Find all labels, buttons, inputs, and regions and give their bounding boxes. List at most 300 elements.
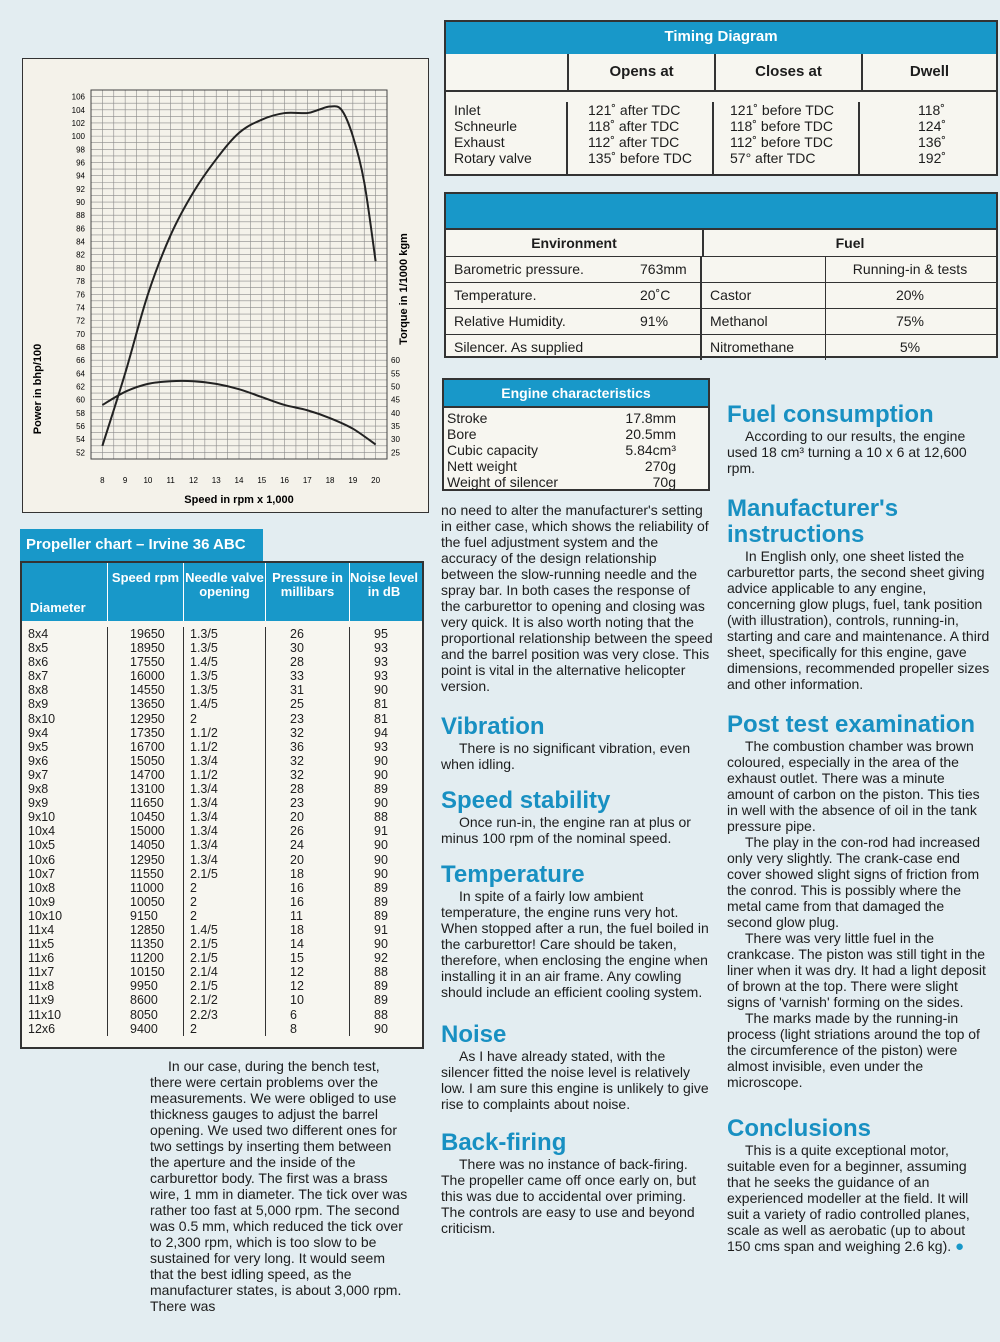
prop-cell: 89 [374, 782, 388, 797]
conclusions-body: This is a quite exceptional motor, suitable even for a beginner, assuming that he seeks the guidance of an experienced modeller at the field. It will suit a variety of radio controlled planes, scale as well as aerobatic (up to about 150 cms span and weighing 2.6 kg). [727, 1142, 970, 1254]
propeller-chart-table [20, 561, 424, 1049]
y2-tick-label: 25 [391, 448, 400, 458]
prop-cell: 2.1/4 [184, 965, 266, 979]
y2-tick-label: 60 [391, 356, 400, 366]
fuel-consumption-heading: Fuel consumption [727, 401, 934, 428]
prop-cell: 16000 [108, 669, 184, 683]
timing-closes [714, 102, 860, 176]
env-row [446, 334, 996, 360]
y-tick-label: 58 [76, 408, 85, 418]
engine-value: 20.5mm [625, 426, 676, 442]
timing-dwell [860, 102, 994, 176]
engine-row [444, 458, 708, 474]
x-tick-label: 9 [122, 476, 128, 485]
prop-cell: 18950 [108, 641, 184, 655]
prop-cell: 15 [266, 951, 350, 965]
performance-chart [22, 58, 429, 513]
prop-cell: 10x10 [22, 909, 108, 923]
timing-dwell-value: 118˚ [918, 102, 945, 118]
prop-cell: 10x7 [22, 867, 108, 881]
post-test-text: The combustion chamber was brown coloured, especially in the area of the exhaust outlet. There was a minute amount of carbon on the piston. This ties in well with the absence of oil in the tank pressure pipe. [727, 738, 980, 834]
prop-cell: 81 [374, 711, 388, 726]
prop-cell: 1.4/5 [184, 655, 266, 669]
env-row [446, 256, 996, 282]
prop-cell: 89 [374, 993, 388, 1008]
fuel-value: 20% [895, 287, 925, 303]
timing-name: Rotary valve [454, 150, 532, 166]
prop-cell: 31 [266, 683, 350, 697]
prop-row [22, 881, 422, 895]
prop-row [22, 669, 422, 683]
engine-key: Weight of silencer [447, 474, 559, 490]
prop-cell: 14050 [108, 838, 184, 852]
prop-cell: 8050 [108, 1008, 184, 1022]
prop-cell: 26 [266, 824, 350, 838]
prop-cell: 11x4 [22, 923, 108, 937]
y-tick-label: 52 [76, 448, 85, 458]
x-tick-label: 12 [189, 476, 198, 485]
prop-cell: 12950 [108, 853, 184, 867]
y-tick-label: 90 [76, 198, 85, 208]
y-tick-label: 70 [76, 329, 85, 339]
prop-cell: 8x6 [22, 655, 108, 669]
prop-cell: 90 [374, 796, 388, 811]
prop-cell: 15050 [108, 754, 184, 768]
propeller-chart-title: Propeller chart – Irvine 36 ABC [20, 529, 263, 561]
prop-cell: 1.3/5 [184, 641, 266, 655]
prop-cell: 32 [266, 754, 350, 768]
prop-row [22, 768, 422, 782]
engine-row [444, 426, 708, 442]
x-tick-label: 17 [302, 476, 312, 485]
prop-cell: 9x7 [22, 768, 108, 782]
prop-cell: 36 [266, 740, 350, 754]
prop-cell: 11x5 [22, 937, 108, 951]
prop-row [22, 838, 422, 852]
prop-cell: 30 [266, 641, 350, 655]
y2-tick-label: 45 [391, 395, 400, 405]
prop-cell: 12850 [108, 923, 184, 937]
y2-tick-label: 30 [391, 435, 400, 445]
timing-name: Inlet [454, 102, 481, 118]
prop-row [22, 867, 422, 881]
prop-cell: 93 [374, 641, 388, 656]
engine-key: Stroke [447, 410, 488, 426]
env-label: Temperature. [454, 287, 537, 303]
conclusions-heading: Conclusions [727, 1115, 872, 1142]
prop-cell: 89 [374, 880, 388, 895]
y-tick-label: 86 [76, 224, 85, 234]
prop-cell: 11550 [108, 867, 184, 881]
timing-names [446, 102, 568, 176]
prop-cell: 2.2/3 [184, 1008, 266, 1022]
y-tick-label: 72 [76, 316, 85, 326]
body-paragraph: no need to alter the manufacturer's setting in either case, which shows the reliability of the fuel adjustment system and the accuracy of the design relationship between the slow-running needle and the spray bar. In both cases the response of the carburettor to opening and closing was very quick. It is also worth noting that the proportional relationship between the speed and the barrel position was very close. This point is vital in the alternative helicopter version. [441, 502, 713, 694]
speed-stability-text: Once run-in, the engine ran at plus or minus 100 rpm of the nominal speed. [441, 814, 691, 846]
prop-cell: 90 [374, 838, 388, 853]
prop-cell: 10x6 [22, 853, 108, 867]
y-tick-label: 94 [76, 171, 85, 181]
prop-cell: 91 [374, 922, 388, 937]
prop-cell: 20 [266, 810, 350, 824]
prop-cell: 2 [184, 909, 266, 923]
timing-header-blank [446, 54, 569, 90]
prop-cell: 94 [374, 725, 388, 740]
prop-row [22, 796, 422, 810]
fuel-consumption-text: According to our results, the engine used 18 cm³ turning a 10 x 6 at 12,600 rpm. [727, 428, 967, 476]
prop-row [22, 697, 422, 711]
prop-cell: 9x9 [22, 796, 108, 810]
engine-row [444, 442, 708, 458]
prop-row [22, 712, 422, 726]
prop-cell: 32 [266, 768, 350, 782]
prop-cell: 2 [184, 895, 266, 909]
prop-cell: 2.1/5 [184, 979, 266, 993]
prop-cell: 12 [266, 965, 350, 979]
prop-cell: 89 [374, 908, 388, 923]
x-tick-label: 20 [371, 476, 381, 485]
y-tick-label: 78 [76, 277, 85, 287]
col2-text [441, 502, 713, 1236]
prop-cell: 18 [266, 867, 350, 881]
prop-cell: 90 [374, 767, 388, 782]
fuel-name: Methanol [702, 309, 826, 334]
prop-row [22, 993, 422, 1007]
prop-cell: 14700 [108, 768, 184, 782]
engine-value: 17.8mm [625, 410, 676, 426]
prop-cell: 1.3/5 [184, 627, 266, 641]
prop-row [22, 641, 422, 655]
x-tick-label: 10 [143, 476, 153, 485]
y-tick-label: 84 [76, 237, 85, 247]
prop-cell: 23 [266, 712, 350, 726]
chart-svg [23, 59, 428, 512]
prop-cell: 2.1/5 [184, 937, 266, 951]
prop-cell: 1.3/4 [184, 824, 266, 838]
prop-cell: 10x5 [22, 838, 108, 852]
manufacturers-instructions-text: In English only, one sheet listed the carburettor parts, the second sheet giving advice applicable to any engine, concerning glow plugs, fuel, tank position (with illustration), controls, running-in, starting and care and maintenance. A third sheet, specifically for this engine, gave dimensions, recommended propeller sizes and other information. [727, 548, 990, 692]
post-test-text: The marks made by the running-in process (light striations around the top of the circumference of the piston) were almost invisible, even under the microscope. [727, 1010, 980, 1090]
prop-cell: 1.3/4 [184, 782, 266, 796]
x-tick-label: 18 [325, 476, 335, 485]
x-tick-label: 13 [211, 476, 221, 485]
prop-row [22, 655, 422, 669]
prop-cell: 8x10 [22, 712, 108, 726]
fuel-header: Fuel [835, 235, 865, 251]
back-firing-text: There was no instance of back-firing. The propeller came off once early on, but this was due to accidental over priming. The controls are easy to use and beyond criticism. [441, 1156, 697, 1236]
prop-cell: 9x4 [22, 726, 108, 740]
env-label: Barometric pressure. [454, 261, 584, 277]
timing-header-closes: Closes at [716, 54, 863, 90]
prop-cell: 93 [374, 739, 388, 754]
prop-cell: 2.1/5 [184, 951, 266, 965]
y-tick-label: 92 [76, 184, 85, 194]
y-tick-label: 96 [76, 158, 85, 168]
prop-cell: 24 [266, 838, 350, 852]
prop-row [22, 937, 422, 951]
prop-cell: 90 [374, 753, 388, 768]
speed-stability-heading: Speed stability [441, 787, 611, 814]
prop-cell: 90 [374, 866, 388, 881]
engine-characteristics-table [442, 378, 710, 491]
prop-cell: 95 [374, 627, 388, 641]
engine-value: 70g [652, 474, 676, 490]
prop-cell: 90 [374, 937, 388, 952]
timing-open-value: 121˚ after TDC [588, 102, 681, 118]
temperature-text: In spite of a fairly low ambient temperature, the engine runs very hot. When stopped after a run, the fuel boiled in the carburettor! Care should be taken, therefore, when enclosing the engine when installing it in an air frame. Any cowling should include an efficient cooling system. [441, 888, 709, 1000]
prop-cell: 1.3/5 [184, 683, 266, 697]
prop-row [22, 754, 422, 768]
prop-cell: 19650 [108, 627, 184, 641]
prop-cell: 18 [266, 923, 350, 937]
prop-cell: 10x9 [22, 895, 108, 909]
y-tick-label: 62 [76, 382, 85, 392]
prop-cell: 1.1/2 [184, 768, 266, 782]
timing-close-value: 118˚ before TDC [730, 118, 833, 134]
prop-cell: 11x6 [22, 951, 108, 965]
prop-cell: 15000 [108, 824, 184, 838]
prop-row [22, 824, 422, 838]
prop-cell: 9400 [108, 1022, 184, 1036]
prop-row [22, 627, 422, 641]
prop-cell: 16 [266, 895, 350, 909]
prop-cell: 9150 [108, 909, 184, 923]
x-tick-label: 11 [166, 476, 175, 485]
prop-row [22, 853, 422, 867]
noise-heading: Noise [441, 1021, 507, 1048]
engine-key: Cubic capacity [447, 442, 539, 458]
timing-header-dwell: Dwell [909, 63, 950, 80]
timing-name: Schneurle [454, 118, 518, 134]
prop-cell: 26 [266, 627, 350, 641]
x-tick-label: 15 [257, 476, 267, 485]
prop-row [22, 965, 422, 979]
prop-cell: 12 [266, 979, 350, 993]
x-axis-label: Speed in rpm x 1,000 [184, 494, 294, 506]
prop-header-needle: Needle valve opening [184, 563, 266, 621]
noise-text: As I have already stated, with the silencer fitted the noise level is relatively low. I am sure this engine is unlikely to give rise to complaints about noise. [441, 1048, 709, 1112]
environment-fuel-table [444, 192, 998, 358]
prop-cell: 23 [266, 796, 350, 810]
prop-cell: 20 [266, 853, 350, 867]
prop-cell: 1.1/2 [184, 726, 266, 740]
engine-key: Bore [447, 426, 477, 442]
col1-text [150, 1058, 412, 1314]
prop-cell: 11000 [108, 881, 184, 895]
prop-cell: 89 [374, 894, 388, 909]
timing-close-value: 57° after TDC [730, 150, 816, 166]
col3-text [727, 402, 992, 1255]
prop-row [22, 810, 422, 824]
back-firing-heading: Back-firing [441, 1129, 567, 1156]
env-row [446, 308, 996, 334]
prop-cell: 9x10 [22, 810, 108, 824]
y2-axis-label: Torque in 1/1000 kgm [398, 233, 410, 345]
prop-row [22, 895, 422, 909]
fuel-name [702, 257, 826, 282]
prop-cell: 6 [266, 1008, 350, 1022]
prop-row [22, 683, 422, 697]
prop-cell: 11650 [108, 796, 184, 810]
prop-cell: 10050 [108, 895, 184, 909]
prop-cell: 16700 [108, 740, 184, 754]
prop-cell: 2.1/2 [184, 993, 266, 1007]
y-tick-label: 88 [76, 211, 85, 221]
timing-dwell-value: 124˚ [918, 118, 947, 134]
prop-cell: 10 [266, 993, 350, 1007]
prop-cell: 11 [266, 909, 350, 923]
prop-cell: 13100 [108, 782, 184, 796]
fuel-value: 75% [895, 313, 925, 329]
x-tick-label: 16 [280, 476, 289, 485]
prop-row [22, 782, 422, 796]
prop-cell: 17350 [108, 726, 184, 740]
prop-cell: 1.4/5 [184, 697, 266, 711]
engine-value: 270g [644, 458, 676, 474]
prop-row [22, 740, 422, 754]
prop-cell: 2 [184, 1022, 266, 1036]
prop-cell: 25 [266, 697, 350, 711]
y-tick-label: 74 [76, 303, 85, 313]
prop-cell: 9x5 [22, 740, 108, 754]
prop-cell: 9x8 [22, 782, 108, 796]
timing-open-value: 135˚ before TDC [588, 150, 693, 166]
y-tick-label: 98 [76, 145, 85, 155]
engine-row [444, 410, 708, 426]
timing-dwell-value: 192˚ [918, 150, 947, 166]
prop-cell: 8 [266, 1022, 350, 1036]
engine-key: Nett weight [447, 458, 518, 474]
prop-cell: 11x7 [22, 965, 108, 979]
prop-cell: 12x6 [22, 1022, 108, 1036]
prop-cell: 93 [374, 655, 388, 670]
post-test-text: There was very little fuel in the crankcase. The piston was still tight in the liner when it was dry. It had a light deposit of brown at the top. There were slight signs of 'varnish' forming on the sides. [727, 930, 986, 1010]
timing-opens [568, 102, 714, 176]
prop-cell: 28 [266, 782, 350, 796]
y-tick-label: 76 [76, 290, 85, 300]
conclusions-text [727, 1142, 992, 1255]
prop-cell: 88 [374, 1007, 388, 1022]
prop-cell: 16 [266, 881, 350, 895]
prop-cell: 8x8 [22, 683, 108, 697]
vibration-heading: Vibration [441, 713, 545, 740]
end-mark-icon: ● [955, 1238, 965, 1255]
engine-value: 5.84cm³ [625, 442, 676, 458]
prop-cell: 14 [266, 937, 350, 951]
timing-open-value: 112˚ after TDC [588, 134, 680, 150]
y-axis-label: Power in bhp/100 [32, 343, 44, 435]
prop-cell: 90 [374, 1021, 388, 1036]
env-title-bar [446, 194, 996, 228]
prop-cell: 91 [374, 824, 388, 839]
manufacturers-instructions-heading: Manufacturer's instructions [727, 495, 899, 548]
prop-cell: 90 [374, 683, 388, 698]
post-test-heading: Post test examination [727, 711, 976, 738]
prop-row [22, 1008, 422, 1022]
timing-dwell-value: 136˚ [918, 134, 947, 150]
env-value: 20˚C [632, 283, 702, 308]
x-tick-label: 8 [100, 476, 105, 485]
prop-cell: 32 [266, 726, 350, 740]
env-value: 91% [632, 309, 702, 334]
prop-cell: 11200 [108, 951, 184, 965]
y2-tick-label: 55 [391, 369, 400, 379]
fuel-value: Running-in & tests [852, 261, 968, 277]
y-tick-label: 60 [76, 395, 85, 405]
prop-cell: 2 [184, 881, 266, 895]
prop-cell: 8x7 [22, 669, 108, 683]
prop-cell: 1.3/4 [184, 810, 266, 824]
fuel-value: 5% [899, 339, 921, 355]
timing-open-value: 118˚ after TDC [588, 118, 680, 134]
timing-name: Exhaust [454, 134, 505, 150]
env-value [632, 335, 702, 360]
y-tick-label: 64 [76, 369, 85, 379]
timing-close-value: 121˚ before TDC [730, 102, 835, 118]
y-tick-label: 106 [71, 92, 85, 102]
prop-cell: 1.3/4 [184, 754, 266, 768]
prop-cell: 1.3/4 [184, 853, 266, 867]
fuel-name: Castor [702, 283, 826, 308]
prop-row [22, 909, 422, 923]
env-label: Relative Humidity. [454, 313, 566, 329]
prop-cell: 1.3/4 [184, 796, 266, 810]
prop-cell: 13650 [108, 697, 184, 711]
prop-cell: 2.1/5 [184, 867, 266, 881]
prop-cell: 89 [374, 979, 388, 994]
prop-header-diameter: Diameter [22, 563, 108, 621]
prop-cell: 1.3/5 [184, 669, 266, 683]
prop-row [22, 1022, 422, 1036]
y2-tick-label: 40 [391, 408, 400, 418]
prop-cell: 93 [374, 669, 388, 684]
vibration-text: There is no significant vibration, even when idling. [441, 740, 691, 772]
prop-cell: 11x10 [22, 1008, 108, 1022]
y-tick-label: 100 [71, 132, 85, 142]
engine-title: Engine characteristics [444, 380, 708, 406]
prop-cell: 33 [266, 669, 350, 683]
prop-row [22, 979, 422, 993]
prop-header-speed: Speed rpm [108, 563, 184, 621]
env-label: Silencer. As supplied [454, 339, 584, 355]
prop-cell: 8600 [108, 993, 184, 1007]
y-tick-label: 102 [71, 118, 85, 128]
prop-row [22, 923, 422, 937]
prop-cell: 11x9 [22, 993, 108, 1007]
prop-cell: 11x8 [22, 979, 108, 993]
prop-cell: 9950 [108, 979, 184, 993]
x-tick-label: 19 [348, 476, 358, 485]
body-paragraph: In our case, during the bench test, there were certain problems over the measurements. We were obliged to use thickness gauges to adjust the barrel opening. We used two different ones for two settings by inserting them between the aperture and the inside of the carburettor body. The first was a brass wire, 1 mm in diameter. The tick over was rather too fast at 5,000 rpm. The second was 0.5 mm, which reduced the tick over to 2,300 rpm, which is too slow to be sustained for very long. It would seem that the best idling speed, as the manufacturer states, is about 3,000 rpm. There was [150, 1058, 408, 1314]
prop-cell: 17550 [108, 655, 184, 669]
timing-close-value: 112˚ before TDC [730, 134, 833, 150]
timing-title: Timing Diagram [446, 22, 996, 54]
prop-cell: 10150 [108, 965, 184, 979]
y-tick-label: 68 [76, 342, 85, 352]
prop-cell: 11350 [108, 937, 184, 951]
y-tick-label: 80 [76, 263, 85, 273]
prop-header-pressure: Pressure in millibars [266, 563, 350, 621]
fuel-name: Nitromethane [702, 335, 826, 360]
prop-header-noise: Noise level in dB [350, 570, 418, 599]
x-tick-label: 14 [234, 476, 244, 485]
prop-cell: 88 [374, 965, 388, 980]
prop-cell: 8x9 [22, 697, 108, 711]
prop-cell: 10450 [108, 810, 184, 824]
env-value: 763mm [632, 257, 702, 282]
prop-row [22, 726, 422, 740]
y2-tick-label: 50 [391, 382, 400, 392]
